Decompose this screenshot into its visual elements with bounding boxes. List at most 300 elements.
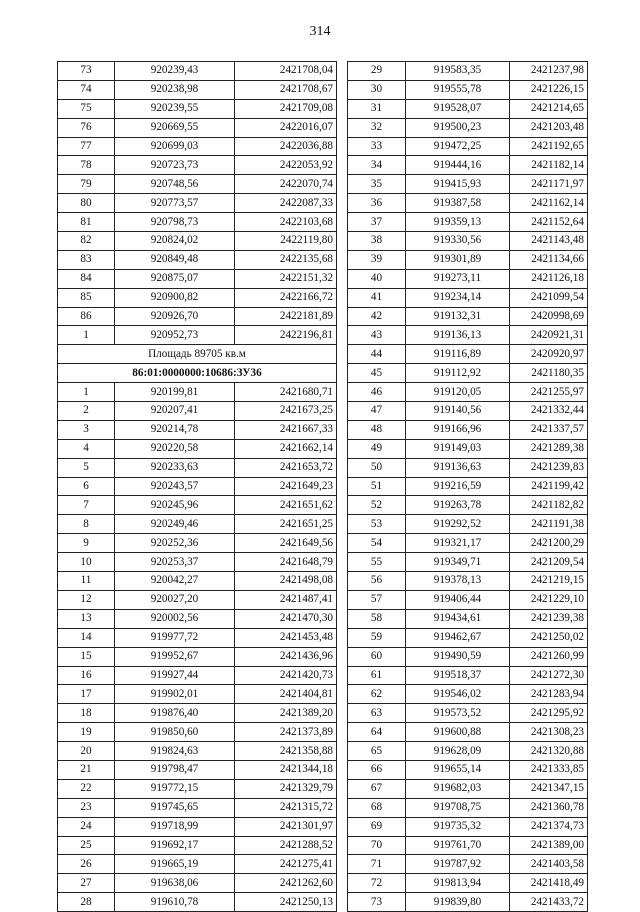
coord-y: 2421295,92 bbox=[510, 704, 588, 723]
coord-y: 2421250,13 bbox=[235, 893, 337, 912]
coord-y: 2421162,14 bbox=[510, 194, 588, 213]
point-number: 86 bbox=[58, 307, 115, 326]
coordinates-table-left bbox=[57, 61, 337, 912]
table-row bbox=[58, 742, 337, 761]
table-row bbox=[348, 156, 588, 175]
coord-x: 920239,43 bbox=[115, 62, 235, 81]
coord-y: 2421648,79 bbox=[235, 553, 337, 572]
coord-y: 2421203,48 bbox=[510, 118, 588, 137]
table-row bbox=[58, 232, 337, 251]
point-number: 40 bbox=[348, 269, 406, 288]
coord-y: 2421453,48 bbox=[235, 628, 337, 647]
point-number: 45 bbox=[348, 364, 406, 383]
point-number: 39 bbox=[348, 250, 406, 269]
coord-x: 919136,63 bbox=[406, 458, 510, 477]
parcel-id: 86:01:0000000:10686:ЗУ36 bbox=[58, 364, 337, 383]
coord-y: 2421262,60 bbox=[235, 874, 337, 893]
table-row bbox=[348, 250, 588, 269]
point-number: 53 bbox=[348, 515, 406, 534]
point-number: 19 bbox=[58, 723, 115, 742]
point-number: 47 bbox=[348, 402, 406, 421]
area-label: Площадь 89705 кв.м bbox=[58, 345, 337, 364]
coord-y: 2421487,41 bbox=[235, 590, 337, 609]
table-row bbox=[348, 534, 588, 553]
point-number: 74 bbox=[58, 80, 115, 99]
coord-x: 919500,23 bbox=[406, 118, 510, 137]
table-row bbox=[348, 307, 588, 326]
coord-y: 2421347,15 bbox=[510, 779, 588, 798]
coord-x: 919273,11 bbox=[406, 269, 510, 288]
coord-y: 2421333,85 bbox=[510, 760, 588, 779]
table-row bbox=[348, 326, 588, 345]
point-number: 22 bbox=[58, 779, 115, 798]
coord-y: 2421360,78 bbox=[510, 798, 588, 817]
point-number: 68 bbox=[348, 798, 406, 817]
coord-y: 2421301,97 bbox=[235, 817, 337, 836]
point-number: 43 bbox=[348, 326, 406, 345]
point-number: 77 bbox=[58, 137, 115, 156]
coord-y: 2421418,49 bbox=[510, 874, 588, 893]
coord-x: 919359,13 bbox=[406, 213, 510, 232]
coord-x: 920723,73 bbox=[115, 156, 235, 175]
coord-y: 2420920,97 bbox=[510, 345, 588, 364]
point-number: 16 bbox=[58, 666, 115, 685]
coord-y: 2421275,41 bbox=[235, 855, 337, 874]
table-row bbox=[348, 628, 588, 647]
coord-y: 2421272,30 bbox=[510, 666, 588, 685]
point-number: 80 bbox=[58, 194, 115, 213]
coord-x: 920042,27 bbox=[115, 572, 235, 591]
coord-y: 2422070,74 bbox=[235, 175, 337, 194]
coord-x: 919149,03 bbox=[406, 439, 510, 458]
parcel-row bbox=[58, 364, 337, 383]
coord-x: 919444,16 bbox=[406, 156, 510, 175]
coord-x: 920243,57 bbox=[115, 477, 235, 496]
table-row bbox=[58, 628, 337, 647]
coord-y: 2421433,72 bbox=[510, 893, 588, 912]
table-row bbox=[348, 760, 588, 779]
point-number: 56 bbox=[348, 572, 406, 591]
point-number: 73 bbox=[348, 893, 406, 912]
page-number: 314 bbox=[309, 24, 331, 39]
point-number: 1 bbox=[58, 383, 115, 402]
coord-x: 920952,73 bbox=[115, 326, 235, 345]
coord-x: 919216,59 bbox=[406, 477, 510, 496]
coord-x: 919610,78 bbox=[115, 893, 235, 912]
table-row bbox=[348, 213, 588, 232]
point-number: 23 bbox=[58, 798, 115, 817]
table-row bbox=[348, 477, 588, 496]
coord-x: 919136,13 bbox=[406, 326, 510, 345]
table-row bbox=[348, 420, 588, 439]
coord-y: 2421260,99 bbox=[510, 647, 588, 666]
table-row bbox=[348, 817, 588, 836]
coord-y: 2421308,23 bbox=[510, 723, 588, 742]
table-row bbox=[348, 364, 588, 383]
coord-x: 919876,40 bbox=[115, 704, 235, 723]
coord-y: 2421320,88 bbox=[510, 742, 588, 761]
table-row bbox=[348, 137, 588, 156]
coord-y: 2421389,20 bbox=[235, 704, 337, 723]
coord-x: 919528,07 bbox=[406, 99, 510, 118]
table-row bbox=[58, 269, 337, 288]
coord-y: 2421200,29 bbox=[510, 534, 588, 553]
coord-y: 2421653,72 bbox=[235, 458, 337, 477]
coord-x: 919772,15 bbox=[115, 779, 235, 798]
coord-y: 2421237,98 bbox=[510, 62, 588, 81]
table-row bbox=[58, 307, 337, 326]
table-row bbox=[58, 420, 337, 439]
coord-x: 919735,32 bbox=[406, 817, 510, 836]
point-number: 57 bbox=[348, 590, 406, 609]
coord-x: 920798,73 bbox=[115, 213, 235, 232]
point-number: 82 bbox=[58, 232, 115, 251]
table-row bbox=[348, 836, 588, 855]
coord-y: 2422119,80 bbox=[235, 232, 337, 251]
table-row bbox=[348, 666, 588, 685]
point-number: 18 bbox=[58, 704, 115, 723]
coord-x: 920900,82 bbox=[115, 288, 235, 307]
table-row bbox=[348, 402, 588, 421]
coord-x: 919628,09 bbox=[406, 742, 510, 761]
coord-y: 2421171,97 bbox=[510, 175, 588, 194]
point-number: 30 bbox=[348, 80, 406, 99]
point-number: 9 bbox=[58, 534, 115, 553]
coord-x: 919140,56 bbox=[406, 402, 510, 421]
coord-y: 2422196,81 bbox=[235, 326, 337, 345]
coord-y: 2421374,73 bbox=[510, 817, 588, 836]
point-number: 65 bbox=[348, 742, 406, 761]
coord-y: 2421191,38 bbox=[510, 515, 588, 534]
coord-x: 919292,52 bbox=[406, 515, 510, 534]
coord-x: 919112,92 bbox=[406, 364, 510, 383]
coord-x: 920773,57 bbox=[115, 194, 235, 213]
coord-y: 2422036,88 bbox=[235, 137, 337, 156]
point-number: 55 bbox=[348, 553, 406, 572]
coord-x: 920214,78 bbox=[115, 420, 235, 439]
coord-y: 2421337,57 bbox=[510, 420, 588, 439]
coord-x: 919573,52 bbox=[406, 704, 510, 723]
table-row bbox=[348, 779, 588, 798]
coord-y: 2421209,54 bbox=[510, 553, 588, 572]
coord-y: 2421239,83 bbox=[510, 458, 588, 477]
point-number: 70 bbox=[348, 836, 406, 855]
coord-x: 919518,37 bbox=[406, 666, 510, 685]
right-table-rows bbox=[348, 62, 588, 912]
coord-x: 919813,94 bbox=[406, 874, 510, 893]
coord-x: 920699,03 bbox=[115, 137, 235, 156]
table-row bbox=[348, 723, 588, 742]
coord-x: 920849,48 bbox=[115, 250, 235, 269]
table-row bbox=[58, 439, 337, 458]
coord-y: 2421182,14 bbox=[510, 156, 588, 175]
table-row bbox=[348, 62, 588, 81]
coord-x: 919462,67 bbox=[406, 628, 510, 647]
coord-y: 2421250,02 bbox=[510, 628, 588, 647]
coord-x: 919166,96 bbox=[406, 420, 510, 439]
coord-y: 2421667,33 bbox=[235, 420, 337, 439]
table-row bbox=[58, 666, 337, 685]
point-number: 42 bbox=[348, 307, 406, 326]
table-row bbox=[58, 496, 337, 515]
coord-y: 2421680,71 bbox=[235, 383, 337, 402]
point-number: 26 bbox=[58, 855, 115, 874]
table-row bbox=[58, 137, 337, 156]
coord-x: 920220,58 bbox=[115, 439, 235, 458]
coord-y: 2422053,92 bbox=[235, 156, 337, 175]
point-number: 63 bbox=[348, 704, 406, 723]
table-row bbox=[348, 458, 588, 477]
coord-y: 2421329,79 bbox=[235, 779, 337, 798]
coord-x: 919952,67 bbox=[115, 647, 235, 666]
table-row bbox=[58, 893, 337, 912]
coord-x: 919583,35 bbox=[406, 62, 510, 81]
point-number: 38 bbox=[348, 232, 406, 251]
point-number: 61 bbox=[348, 666, 406, 685]
table-row bbox=[348, 439, 588, 458]
coord-y: 2421288,52 bbox=[235, 836, 337, 855]
table-row bbox=[58, 383, 337, 402]
coord-x: 919745,65 bbox=[115, 798, 235, 817]
coord-x: 919665,19 bbox=[115, 855, 235, 874]
coord-y: 2421436,96 bbox=[235, 647, 337, 666]
table-row bbox=[58, 194, 337, 213]
point-number: 48 bbox=[348, 420, 406, 439]
point-number: 2 bbox=[58, 402, 115, 421]
point-number: 27 bbox=[58, 874, 115, 893]
table-row bbox=[58, 250, 337, 269]
coord-x: 919472,25 bbox=[406, 137, 510, 156]
coord-x: 919321,17 bbox=[406, 534, 510, 553]
coord-x: 920875,07 bbox=[115, 269, 235, 288]
coord-y: 2421358,88 bbox=[235, 742, 337, 761]
coord-x: 919850,60 bbox=[115, 723, 235, 742]
table-row bbox=[58, 704, 337, 723]
point-number: 7 bbox=[58, 496, 115, 515]
coord-y: 2422166,72 bbox=[235, 288, 337, 307]
table-row bbox=[58, 685, 337, 704]
table-row bbox=[58, 477, 337, 496]
table-row bbox=[58, 590, 337, 609]
point-number: 28 bbox=[58, 893, 115, 912]
table-row bbox=[348, 118, 588, 137]
point-number: 25 bbox=[58, 836, 115, 855]
table-row bbox=[348, 553, 588, 572]
table-row bbox=[58, 760, 337, 779]
point-number: 41 bbox=[348, 288, 406, 307]
coord-y: 2421420,73 bbox=[235, 666, 337, 685]
table-row bbox=[348, 80, 588, 99]
coord-x: 920245,96 bbox=[115, 496, 235, 515]
coord-y: 2421289,38 bbox=[510, 439, 588, 458]
table-row bbox=[58, 62, 337, 81]
coord-x: 919234,14 bbox=[406, 288, 510, 307]
table-row bbox=[58, 288, 337, 307]
coord-y: 2421182,82 bbox=[510, 496, 588, 515]
coord-y: 2421315,72 bbox=[235, 798, 337, 817]
coord-x: 919638,06 bbox=[115, 874, 235, 893]
table-row bbox=[348, 742, 588, 761]
point-number: 36 bbox=[348, 194, 406, 213]
point-number: 6 bbox=[58, 477, 115, 496]
coord-x: 920824,02 bbox=[115, 232, 235, 251]
coord-x: 919787,92 bbox=[406, 855, 510, 874]
point-number: 81 bbox=[58, 213, 115, 232]
coord-y: 2422103,68 bbox=[235, 213, 337, 232]
coord-x: 919132,31 bbox=[406, 307, 510, 326]
point-number: 83 bbox=[58, 250, 115, 269]
point-number: 4 bbox=[58, 439, 115, 458]
coord-x: 920669,55 bbox=[115, 118, 235, 137]
point-number: 20 bbox=[58, 742, 115, 761]
point-number: 52 bbox=[348, 496, 406, 515]
coord-x: 920252,36 bbox=[115, 534, 235, 553]
table-row bbox=[58, 609, 337, 628]
coord-x: 920249,46 bbox=[115, 515, 235, 534]
point-number: 29 bbox=[348, 62, 406, 81]
coord-y: 2421152,64 bbox=[510, 213, 588, 232]
table-row bbox=[58, 402, 337, 421]
coord-y: 2421239,38 bbox=[510, 609, 588, 628]
point-number: 49 bbox=[348, 439, 406, 458]
coord-x: 919301,89 bbox=[406, 250, 510, 269]
coord-x: 919839,80 bbox=[406, 893, 510, 912]
coord-y: 2421651,25 bbox=[235, 515, 337, 534]
left-table-separator bbox=[58, 345, 337, 383]
coord-y: 2421708,04 bbox=[235, 62, 337, 81]
table-row bbox=[348, 345, 588, 364]
table-row bbox=[348, 647, 588, 666]
point-number: 84 bbox=[58, 269, 115, 288]
coord-y: 2422016,07 bbox=[235, 118, 337, 137]
point-number: 50 bbox=[348, 458, 406, 477]
coord-x: 919263,78 bbox=[406, 496, 510, 515]
point-number: 79 bbox=[58, 175, 115, 194]
table-row bbox=[348, 175, 588, 194]
point-number: 60 bbox=[348, 647, 406, 666]
point-number: 69 bbox=[348, 817, 406, 836]
point-number: 75 bbox=[58, 99, 115, 118]
coord-x: 919761,70 bbox=[406, 836, 510, 855]
coord-y: 2421180,35 bbox=[510, 364, 588, 383]
coord-x: 919387,58 bbox=[406, 194, 510, 213]
point-number: 59 bbox=[348, 628, 406, 647]
coord-x: 919824,63 bbox=[115, 742, 235, 761]
coord-y: 2420998,69 bbox=[510, 307, 588, 326]
table-row bbox=[348, 685, 588, 704]
coord-x: 920027,20 bbox=[115, 590, 235, 609]
area-row bbox=[58, 345, 337, 364]
coord-y: 2421199,42 bbox=[510, 477, 588, 496]
table-row bbox=[58, 326, 337, 345]
coord-y: 2420921,31 bbox=[510, 326, 588, 345]
coord-x: 919378,13 bbox=[406, 572, 510, 591]
point-number: 31 bbox=[348, 99, 406, 118]
coord-x: 920002,56 bbox=[115, 609, 235, 628]
coord-y: 2421219,15 bbox=[510, 572, 588, 591]
coord-x: 920207,41 bbox=[115, 402, 235, 421]
coord-x: 919330,56 bbox=[406, 232, 510, 251]
table-row bbox=[58, 515, 337, 534]
coord-x: 919406,44 bbox=[406, 590, 510, 609]
coord-y: 2421226,15 bbox=[510, 80, 588, 99]
table-row bbox=[348, 798, 588, 817]
table-row bbox=[58, 647, 337, 666]
coord-y: 2421255,97 bbox=[510, 383, 588, 402]
point-number: 34 bbox=[348, 156, 406, 175]
table-row bbox=[58, 572, 337, 591]
coord-x: 920238,98 bbox=[115, 80, 235, 99]
point-number: 11 bbox=[58, 572, 115, 591]
coord-y: 2421344,18 bbox=[235, 760, 337, 779]
coord-y: 2421134,66 bbox=[510, 250, 588, 269]
table-row bbox=[58, 553, 337, 572]
table-row bbox=[348, 572, 588, 591]
table-row bbox=[348, 269, 588, 288]
point-number: 46 bbox=[348, 383, 406, 402]
point-number: 67 bbox=[348, 779, 406, 798]
point-number: 66 bbox=[348, 760, 406, 779]
coord-x: 919977,72 bbox=[115, 628, 235, 647]
table-row bbox=[348, 99, 588, 118]
point-number: 54 bbox=[348, 534, 406, 553]
point-number: 24 bbox=[58, 817, 115, 836]
coord-x: 919349,71 bbox=[406, 553, 510, 572]
point-number: 78 bbox=[58, 156, 115, 175]
coord-y: 2421673,25 bbox=[235, 402, 337, 421]
table-row bbox=[348, 288, 588, 307]
coord-x: 920233,63 bbox=[115, 458, 235, 477]
coord-x: 920239,55 bbox=[115, 99, 235, 118]
point-number: 5 bbox=[58, 458, 115, 477]
coord-x: 919555,78 bbox=[406, 80, 510, 99]
table-row bbox=[348, 855, 588, 874]
point-number: 13 bbox=[58, 609, 115, 628]
coord-y: 2422135,68 bbox=[235, 250, 337, 269]
table-row bbox=[348, 194, 588, 213]
point-number: 73 bbox=[58, 62, 115, 81]
coord-x: 920253,37 bbox=[115, 553, 235, 572]
table-row bbox=[58, 213, 337, 232]
coord-x: 919116,89 bbox=[406, 345, 510, 364]
table-row bbox=[58, 855, 337, 874]
left-table-bottom-rows bbox=[58, 383, 337, 912]
coord-y: 2422181,89 bbox=[235, 307, 337, 326]
point-number: 76 bbox=[58, 118, 115, 137]
coord-y: 2421649,23 bbox=[235, 477, 337, 496]
point-number: 17 bbox=[58, 685, 115, 704]
point-number: 51 bbox=[348, 477, 406, 496]
coord-y: 2421332,44 bbox=[510, 402, 588, 421]
coord-y: 2421192,65 bbox=[510, 137, 588, 156]
coord-y: 2421373,89 bbox=[235, 723, 337, 742]
table-row bbox=[348, 874, 588, 893]
point-number: 32 bbox=[348, 118, 406, 137]
point-number: 44 bbox=[348, 345, 406, 364]
coord-x: 919546,02 bbox=[406, 685, 510, 704]
coord-y: 2421389,00 bbox=[510, 836, 588, 855]
coord-x: 920199,81 bbox=[115, 383, 235, 402]
table-row bbox=[348, 590, 588, 609]
coord-y: 2422151,32 bbox=[235, 269, 337, 288]
point-number: 8 bbox=[58, 515, 115, 534]
coord-y: 2421651,62 bbox=[235, 496, 337, 515]
table-row bbox=[58, 80, 337, 99]
point-number: 58 bbox=[348, 609, 406, 628]
table-row bbox=[348, 704, 588, 723]
coord-x: 919600,88 bbox=[406, 723, 510, 742]
coord-y: 2421403,58 bbox=[510, 855, 588, 874]
